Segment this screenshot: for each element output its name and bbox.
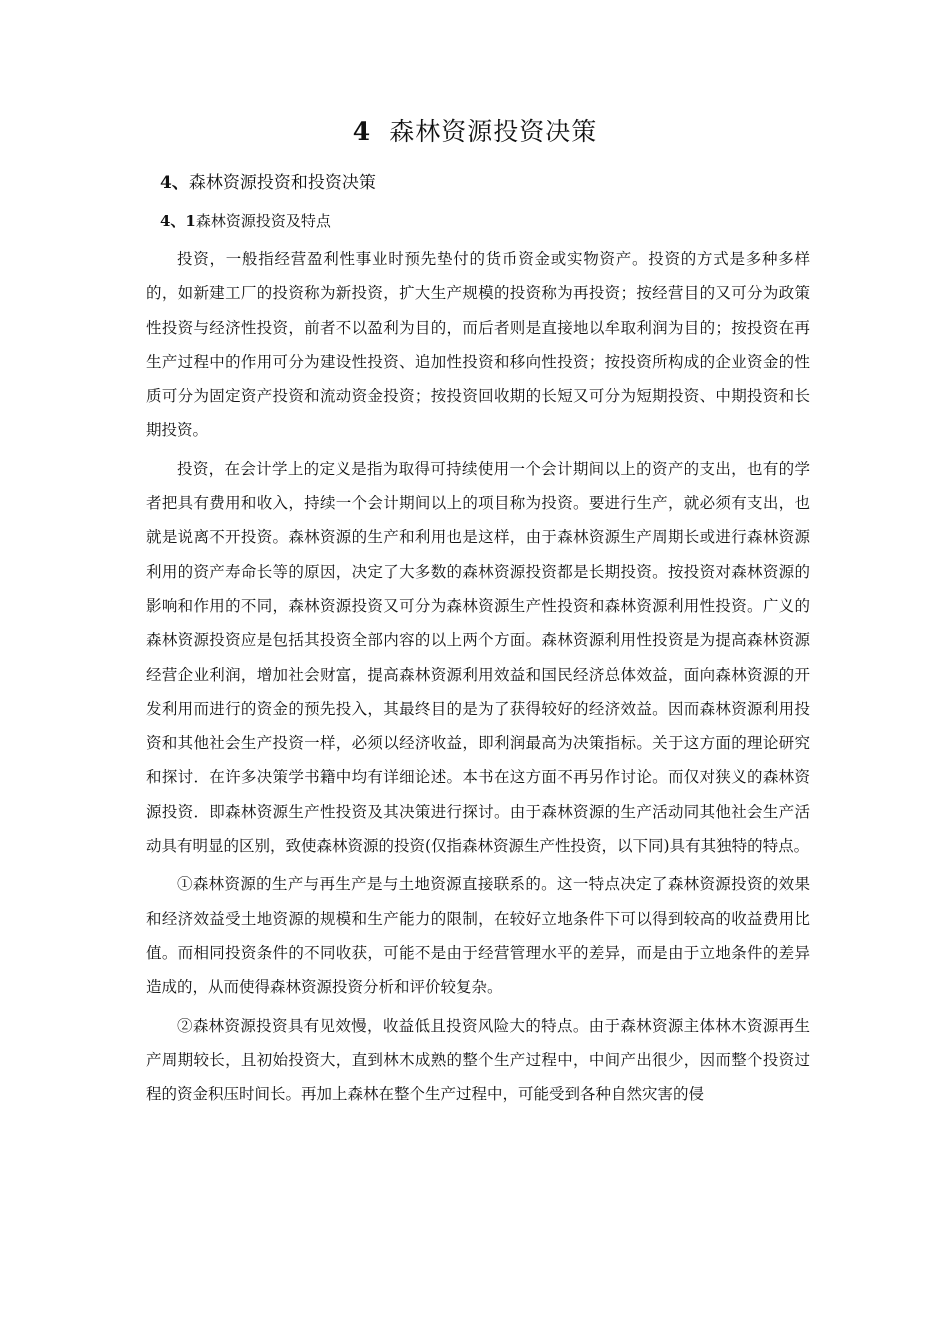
section-heading [160, 168, 376, 198]
paragraph-accounting-definition: 投资，在会计学上的定义是指为取得可持续使用一个会计期间以上的资产的支出，也有的学者把具有费用和收入，持续一个会计期间以上的项目称为投资。要进行生产，就必须有支出，也就是说离不开投资。森林资源的生产和利用也是这样，由于森林资源生产周期长或进行森林资源利用的资产寿命长等的原因，决定了大多数的森林资源投资都是长期投资。按投资对森林资源的影响和作用的不同，森林资源投资又可分为森林资源生产性投资和森林资源利用性投资。广义的森林资源投资应是包括其投资全部内容的以上两个方面。森林资源利用性投资是为提高森林资源经营企业利润，增加社会财富，提高森林资源利用效益和国民经济总体效益，面向森林资源的开发利用而进行的资金的预先投入，其最终目的是为了获得较好的经济效益。因而森林资源利用投资和其他社会生产投资一样，必须以经济收益，即利润最高为决策指标。关于这方面的理论研究和探讨．在许多决策学书籍中均有详细论述。本书在这方面不再另作讨论。而仅对狭义的森林资源投资．即森林资源生产性投资及其决策进行探讨。由于森林资源的生产活动同其他社会生产活动具有明显的区别，致使森林资源的投资(仅指森林资源生产性投资，以下同)具有其独特的特点。 [146, 459, 810, 856]
chapter-number: 4 [352, 117, 372, 146]
paragraph-feature-land: ①森林资源的生产与再生产是与土地资源直接联系的。这一特点决定了森林资源投资的效果和经济效益受土地资源的规模和生产能力的限制，在较好立地条件下可以得到较高的收益费用比值。而相同投资条件的不同收获，可能不是由于经营管理水平的差异，而是由于立地条件的差异造成的，从而使得森林资源投资分析和评价较复杂。 [146, 875, 810, 997]
section-number: 4、 [160, 173, 189, 193]
body-text [146, 242, 810, 1115]
subsection-number: 4、1 [160, 212, 196, 230]
subsection-title-text: 森林资源投资及特点 [195, 212, 331, 230]
chapter-title [0, 112, 950, 152]
paragraph-investment-definition: 投资，一般指经营盈利性事业时预先垫付的货币资金或实物资产。投资的方式是多种多样的，如新建工厂的投资称为新投资，扩大生产规模的投资称为再投资；按经营目的又可分为政策性投资与经济性投资，前者不以盈利为目的，而后者则是直接地以牟取利润为目的；按投资在再生产过程中的作用可分为建设性投资、追加性投资和移向性投资；按投资所构成的企业资金的性质可分为固定资产投资和流动资金投资；按投资回收期的长短又可分为短期投资、中期投资和长期投资。 [146, 250, 810, 440]
section-title-text: 森林资源投资和投资决策 [188, 173, 376, 193]
chapter-title-text: 森林资源投资决策 [389, 117, 598, 146]
paragraph-feature-risk: ②森林资源投资具有见效慢，收益低且投资风险大的特点。由于森林资源主体林木资源再生产周期较长，且初始投资大，直到林木成熟的整个生产过程中，中间产出很少，因而整个投资过程的资金积压时间长。再加上森林在整个生产过程中，可能受到各种自然灾害的侵 [146, 1016, 810, 1104]
subsection-heading [160, 206, 331, 236]
